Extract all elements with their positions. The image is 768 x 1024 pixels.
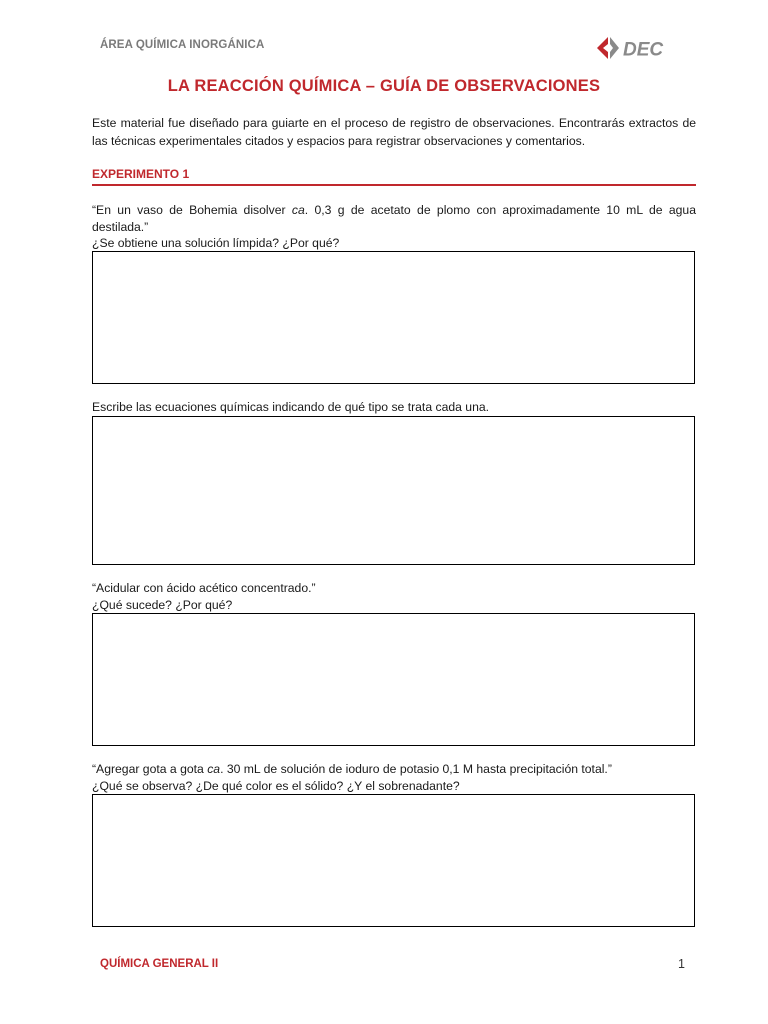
question-text: Escribe las ecuaciones químicas indicando de qué tipo se trata cada una. [92,400,490,414]
instruction-quote: “Agregar gota a gota ca. 30 mL de solución de ioduro de potasio 0,1 M hasta precipitación total.” [92,762,612,776]
dec-logo [596,36,686,60]
question-block-2 [92,399,696,416]
answer-box-4[interactable] [92,794,695,927]
instruction-quote: “Acidular con ácido acético concentrado.” [92,581,316,595]
answer-box-1[interactable] [92,251,695,384]
question-block-4 [92,761,696,794]
intro-paragraph: Este material fue diseñado para guiarte en el proceso de registro de observaciones. Encontrarás extractos de las técnicas experimentales citados y espacios para registrar observaciones y comentarios. [92,116,696,148]
answer-box-3[interactable] [92,613,695,746]
question-text: ¿Qué se observa? ¿De qué color es el sólido? ¿Y el sobrenadante? [92,778,460,793]
logo-text: DEC [623,39,664,60]
page-number: 1 [678,957,685,971]
footer-course-name: QUÍMICA GENERAL II [100,958,219,970]
page-title: LA REACCIÓN QUÍMICA – GUÍA DE OBSERVACIONES [167,77,601,95]
section-divider [92,184,696,186]
answer-box-2[interactable] [92,416,695,565]
question-text: ¿Se obtiene una solución límpida? ¿Por qué? [92,236,340,250]
section-title: EXPERIMENTO 1 [92,167,190,181]
header-area-label: ÁREA QUÍMICA INORGÁNICA [100,39,265,51]
question-block-3 [92,580,696,613]
question-text: ¿Qué sucede? ¿Por qué? [92,597,233,612]
question-block-1 [92,202,696,252]
instruction-quote: “En un vaso de Bohemia disolver ca. 0,3 g de acetato de plomo con aproximadamente 10 mL de agua destilada.” [92,203,696,234]
